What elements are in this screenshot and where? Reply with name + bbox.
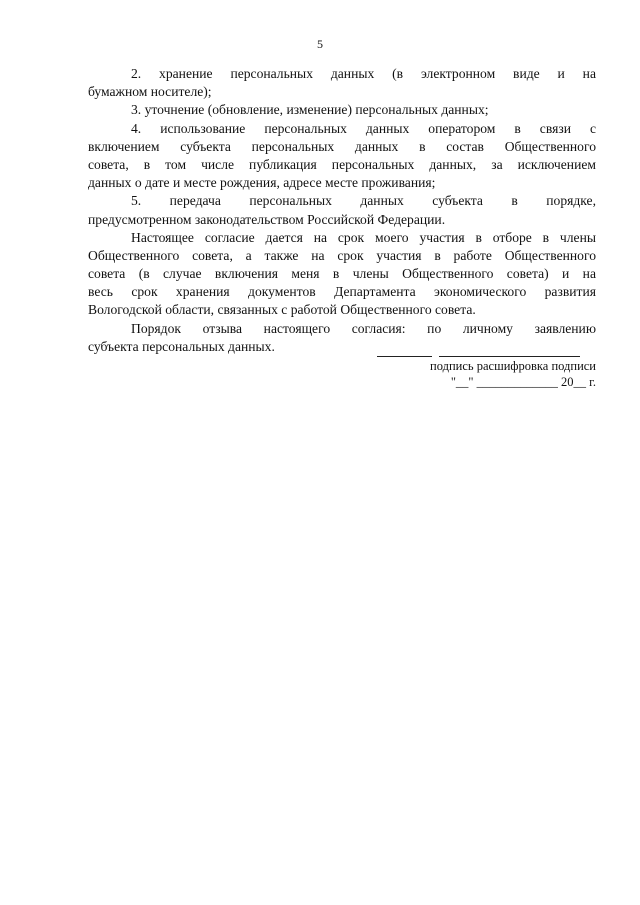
paragraph bbox=[88, 101, 596, 119]
signature-decoding-blank-line bbox=[439, 356, 580, 357]
page-number: 5 bbox=[317, 37, 323, 51]
paragraph-line: совета (в случае включения меня в члены Общественного совета) и на bbox=[88, 266, 596, 282]
paragraph-line: весь срок хранения документов Департамента экономического развития bbox=[88, 284, 596, 300]
signature-caption: подпись расшифровка подписи bbox=[430, 359, 596, 373]
paragraph-line: 2. хранение персональных данных (в электронном виде и на bbox=[131, 66, 596, 81]
paragraph-line: 3. уточнение (обновление, изменение) персональных данных; bbox=[131, 102, 489, 118]
document-body bbox=[88, 65, 596, 356]
paragraph-line: Порядок отзыва настоящего согласия: по личному заявлению bbox=[131, 320, 596, 336]
paragraph-line: Общественного совета, а также на срок участия в работе Общественного bbox=[88, 247, 596, 263]
paragraph-line: 4. использование персональных данных оператором в связи с bbox=[131, 120, 596, 136]
paragraph bbox=[88, 192, 596, 228]
paragraph-line: субъекта персональных данных. bbox=[88, 338, 275, 354]
signature-blank-line bbox=[377, 356, 432, 357]
paragraph bbox=[88, 65, 596, 101]
date-line: "__" _____________ 20__ г. bbox=[450, 375, 596, 389]
paragraph-line: 5. передача персональных данных субъекта в порядке, bbox=[131, 193, 596, 209]
paragraph-line: Вологодской области, связанных с работой Общественного совета. bbox=[88, 302, 476, 318]
paragraph bbox=[88, 120, 596, 193]
paragraph-line: предусмотренном законодательством Российской Федерации. bbox=[88, 211, 446, 227]
paragraph-line: данных о дате и месте рождения, адресе месте проживания; bbox=[88, 175, 436, 191]
paragraph-line: совета, в том числе публикация персональных данных, за исключением bbox=[88, 156, 596, 172]
paragraph bbox=[88, 229, 596, 320]
paragraph-line: бумажном носителе); bbox=[88, 84, 212, 100]
paragraph-line: Настоящее согласие дается на срок моего участия в отборе в члены bbox=[131, 229, 596, 245]
paragraph bbox=[88, 320, 596, 356]
paragraph-line: включением субъекта персональных данных в состав Общественного bbox=[88, 138, 596, 154]
